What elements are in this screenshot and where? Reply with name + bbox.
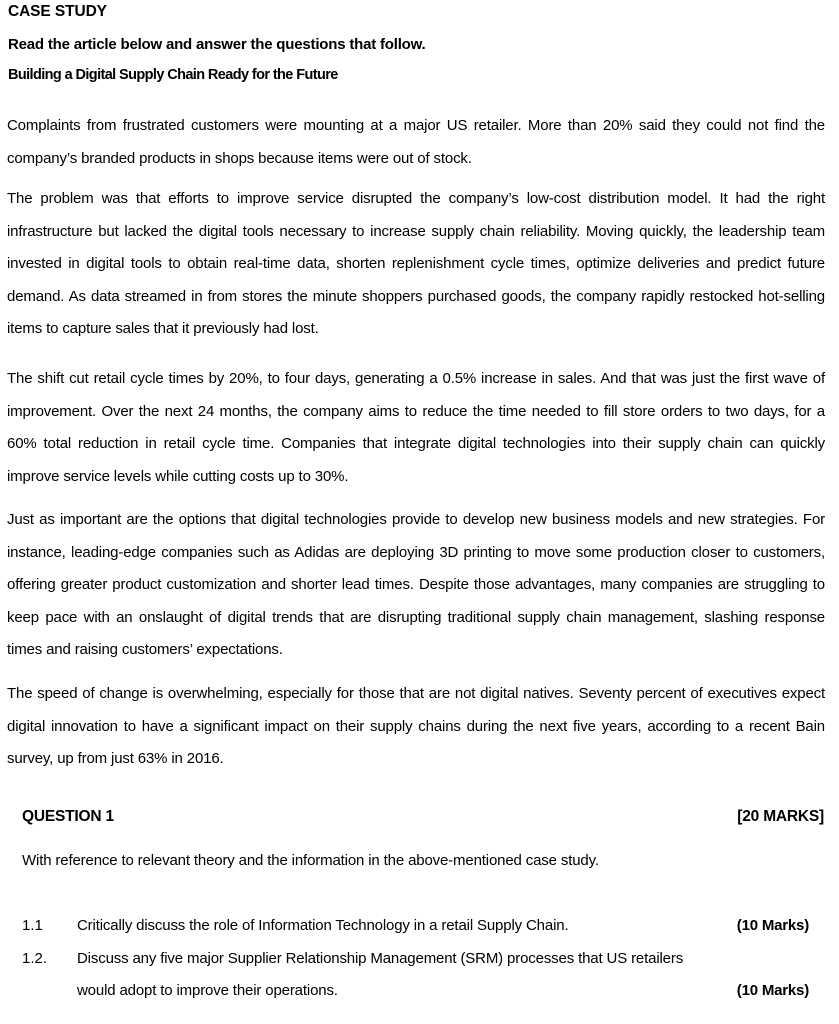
- question-item-number: 1.2.: [22, 950, 48, 967]
- question-title: QUESTION 1: [22, 808, 114, 825]
- question-item-number: 1.1: [22, 917, 43, 934]
- case-study-label: CASE STUDY: [8, 3, 107, 20]
- article-paragraph: Just as important are the options that digital technologies provide to develop new business models and new strategies. For instance, leading-edge companies such as Adidas are deploying 3D printing to move some production closer to customers, offering greater product customization and shorter lead times. Despite those advantages, many companies are struggling to keep pace with an onslaught of digital trends that are disrupting traditional supply chain management, slashing response times and raising customers’ expectations.: [7, 511, 825, 658]
- question-item-text-continued: would adopt to improve their operations.: [77, 982, 338, 999]
- question-intro: With reference to relevant theory and the information in the above-mentioned case study.: [22, 852, 599, 869]
- article-paragraph: The problem was that efforts to improve service disrupted the company’s low-cost distribution model. It had the right infrastructure but lacked the digital tools necessary to increase supply chain reliability. Moving quickly, the leadership team invested in digital tools to obtain real-time data, shorten replenishment cycle times, optimize deliveries and predict future demand. As data streamed in from stores the minute shoppers purchased goods, the company rapidly restocked hot-selling items to capture sales that it previously had lost.: [7, 190, 825, 337]
- article-paragraph: Complaints from frustrated customers were mounting at a major US retailer. More than 20% said they could not find the company’s branded products in shops because items were out of stock.: [7, 117, 825, 167]
- article-title: Building a Digital Supply Chain Ready for the Future: [8, 67, 338, 83]
- instruction-text: Read the article below and answer the questions that follow.: [8, 36, 426, 53]
- question-total-marks: [20 MARKS]: [737, 808, 824, 825]
- question-item-marks: (10 Marks): [736, 917, 809, 934]
- article-paragraph: The speed of change is overwhelming, especially for those that are not digital natives. Seventy percent of executives expect digital innovation to have a significant impact on their supply chains during the next five years, according to a recent Bain survey, up from just 63% in 2016.: [7, 685, 825, 767]
- article-paragraph: The shift cut retail cycle times by 20%, to four days, generating a 0.5% increase in sales. And that was just the first wave of improvement. Over the next 24 months, the company aims to reduce the time needed to fill store orders to two days, for a 60% total reduction in retail cycle time. Companies that integrate digital technologies into their supply chain can quickly improve service levels while cutting costs up to 30%.: [7, 370, 825, 485]
- question-item-text: Discuss any five major Supplier Relationship Management (SRM) processes that US retailers: [77, 950, 684, 967]
- question-item-text: Critically discuss the role of Information Technology in a retail Supply Chain.: [77, 917, 569, 934]
- question-item-marks: (10 Marks): [736, 982, 809, 999]
